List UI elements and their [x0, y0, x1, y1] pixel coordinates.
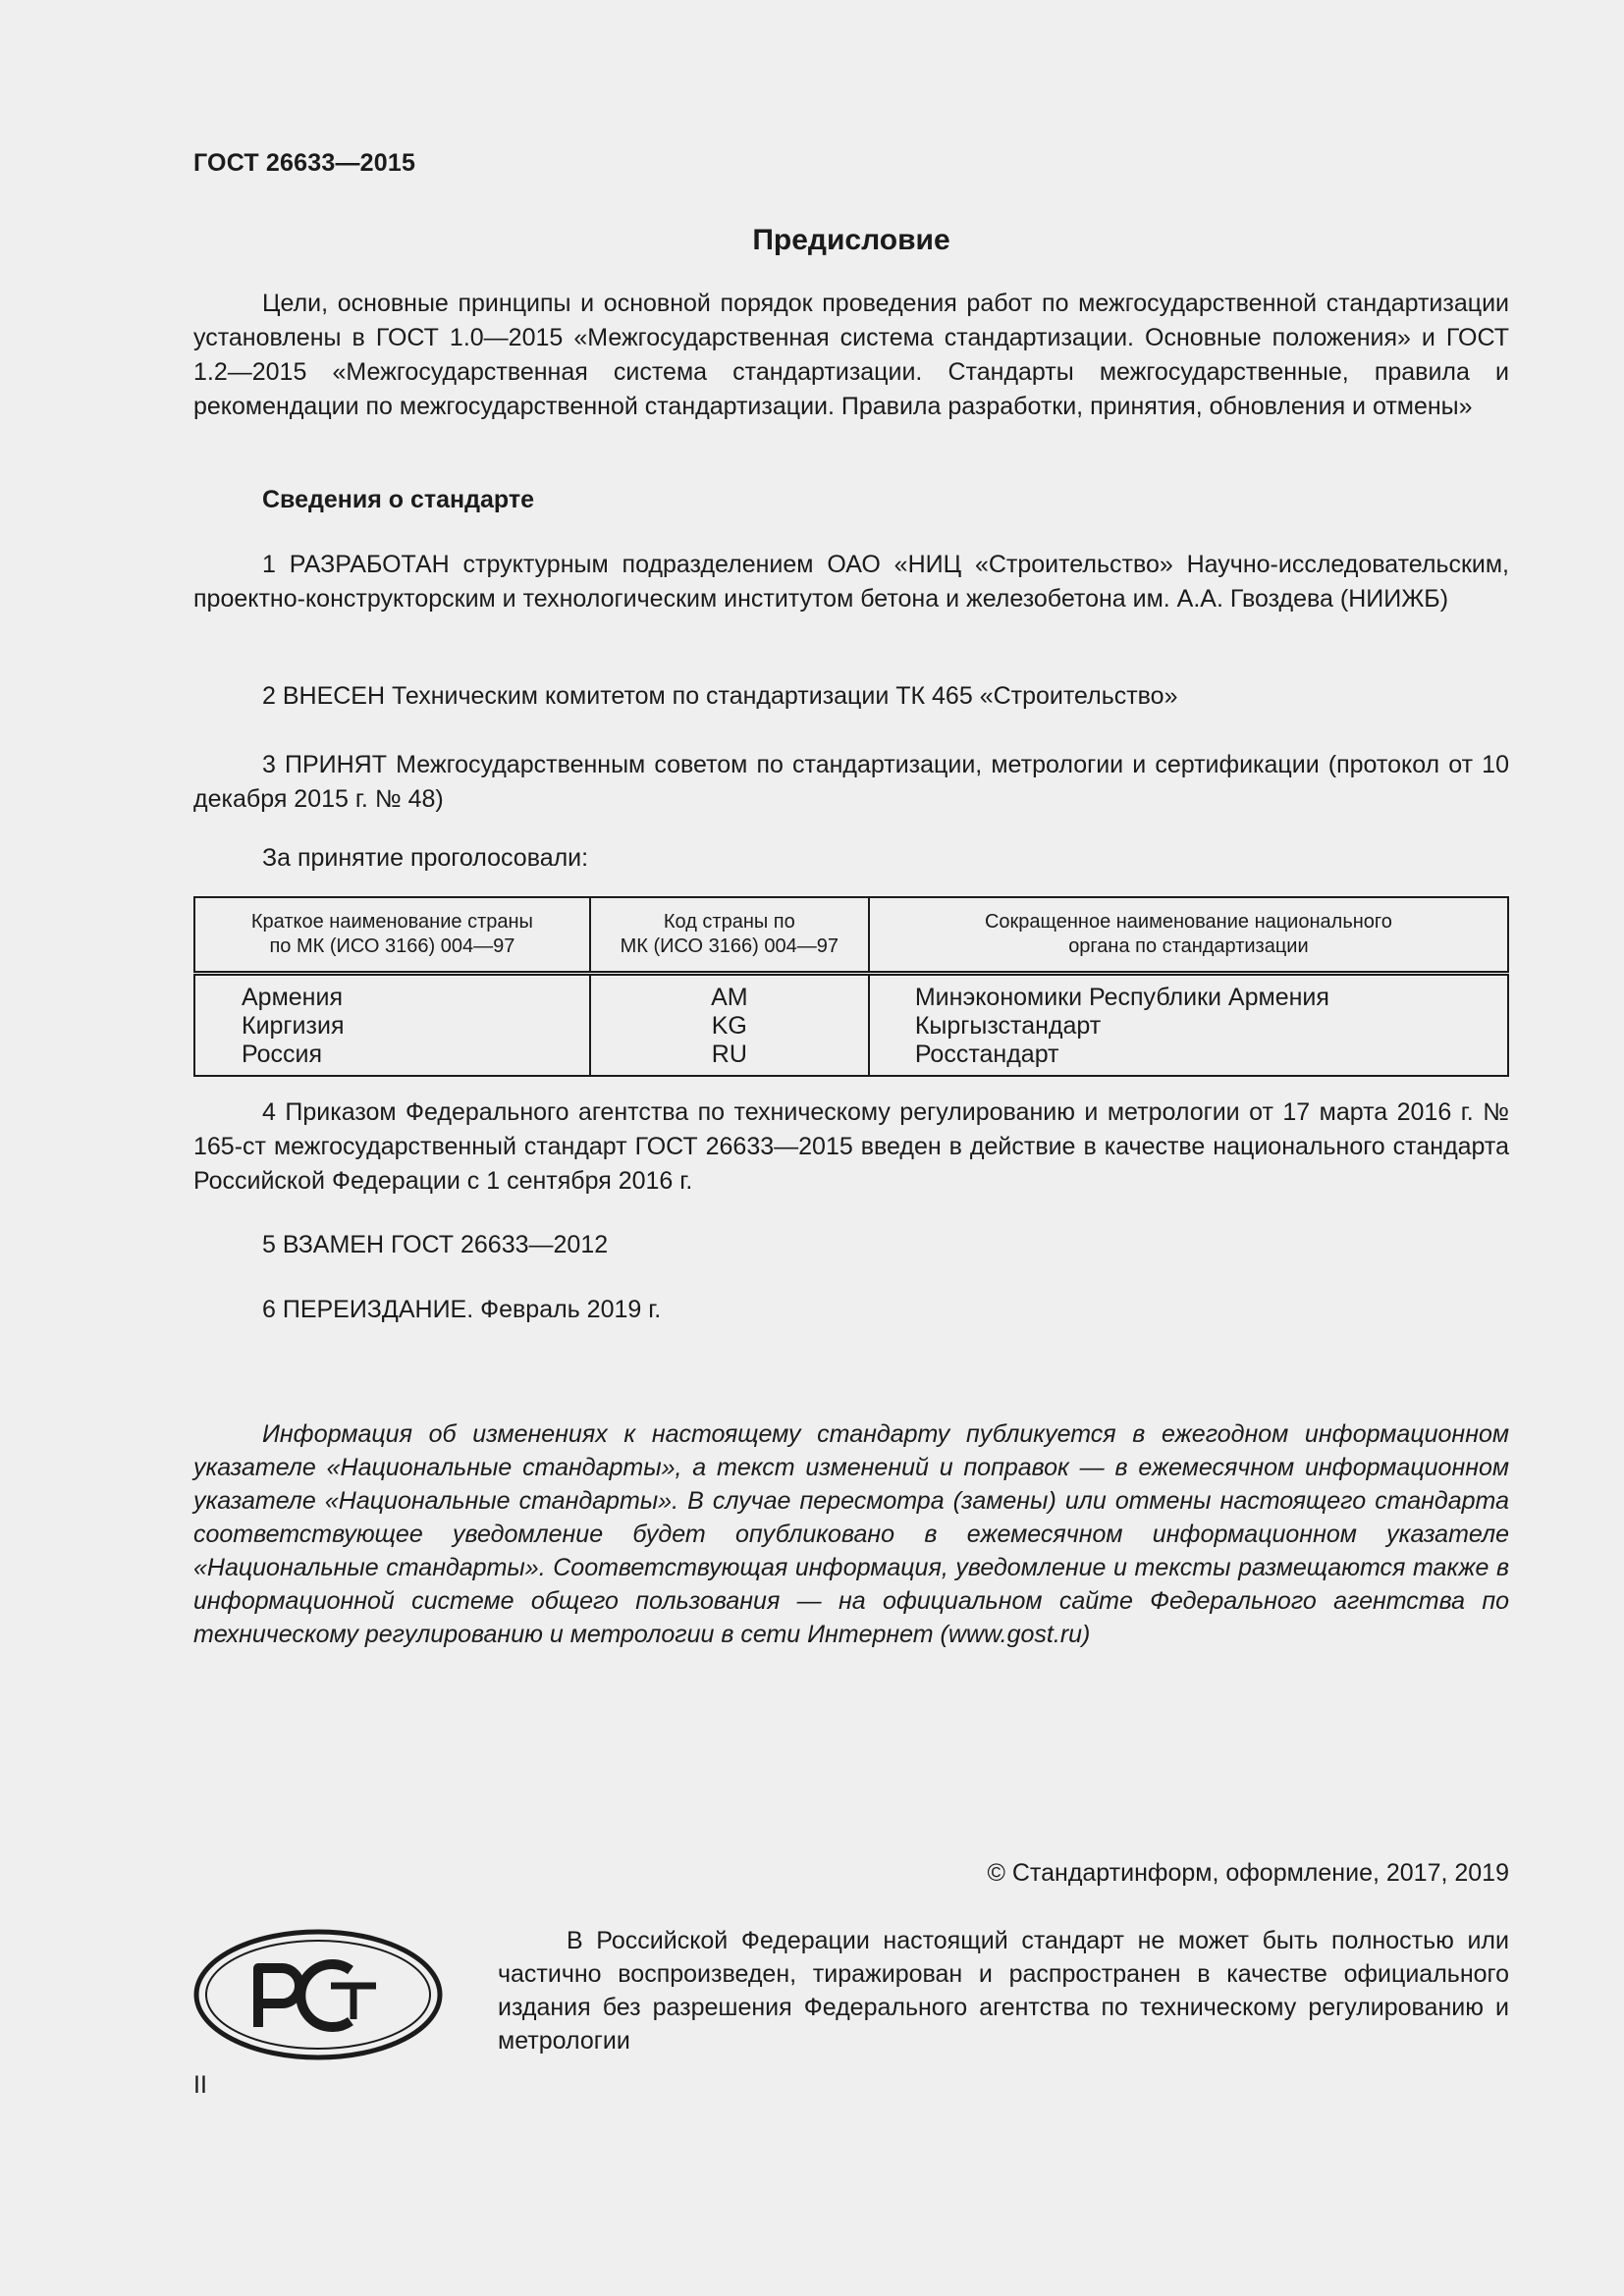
item-reissue: 6 ПЕРЕИЗДАНИЕ. Февраль 2019 г. [262, 1296, 662, 1323]
standards-body: Росстандарт [914, 1041, 1059, 1068]
reproduction-notice: В Российской Федерации настоящий стандарт не может быть полностью или частично воспроизведен, тиражирован и распространен в качестве официального издания без разрешения Федерального агентства по техническому регулированию и метрологии [498, 1927, 1509, 2055]
item-enacted: 4 Приказом Федерального агентства по техническому регулированию и метрологии от 17 марта 2016 г. № 165-ст межгосударственный стандарт ГОСТ 26633—2015 введен в действие в качестве национального стандарта Российской Федерации с 1 сентября 2016 г. [193, 1098, 1509, 1195]
page-title: Предисловие [752, 224, 950, 256]
intro-paragraph: Цели, основные принципы и основной порядок проведения работ по межгосударственной стандартизации установлены в ГОСТ 1.0—2015 «Межгосударственная система стандартизации. Основные положения» и ГОСТ 1.2—2015 «Межгосударственная система стандартизации. Стандарты межгосударственные, правила и рекомендации по межгосударственной стандартизации. Правила разработки, принятия, обновления и отмены» [193, 290, 1509, 420]
item-adopted: 3 ПРИНЯТ Межгосударственным советом по стандартизации, метрологии и сертификации (протокол от 10 декабря 2015 г. № 48) [193, 751, 1509, 813]
country-code: RU [711, 1041, 747, 1068]
amendments-notice: Информация об изменениях к настоящему стандарту публикуется в ежегодном информационном указателе «Национальные стандарты», а текст изменений и поправок — в ежемесячном информационном указателе «Национальные стандарты». В случае пересмотра (замены) или отмены настоящего стандарта соответствующее уведомление будет опубликовано в ежемесячном информационном указателе «Национальные стандарты». Соответствующая информация, уведомление и тексты размещаются также в информационной системе общего пользования — на официальном сайте Федерального агентства по техническому регулированию и метрологии в сети Интернет (www.gost.ru) [193, 1420, 1509, 1648]
country-code: AM [711, 984, 748, 1011]
table-row [194, 974, 1508, 1077]
country-names-cell [194, 974, 590, 1077]
header-country-name: Краткое наименование страны по МК (ИСО 3166) 004—97 [194, 897, 590, 974]
item-replaces: 5 ВЗАМЕН ГОСТ 26633—2012 [262, 1231, 609, 1258]
standard-number: ГОСТ 26633—2015 [193, 149, 416, 177]
info-heading: Сведения о стандарте [262, 486, 535, 513]
header-country-code: Код страны по МК (ИСО 3166) 004—97 [590, 897, 869, 974]
table-header-row [194, 897, 1508, 974]
country-name: Россия [242, 1041, 322, 1068]
page-number: II [193, 2071, 207, 2099]
country-name: Киргизия [242, 1012, 345, 1040]
standards-body: Минэкономики Республики Армения [914, 984, 1329, 1011]
copyright-line: © Стандартинформ, оформление, 2017, 2019 [987, 1859, 1509, 1887]
country-name: Армения [242, 984, 343, 1011]
country-code: KG [711, 1012, 747, 1040]
header-standards-body: Сокращенное наименование национального органа по стандартизации [869, 897, 1508, 974]
item-introduced: 2 ВНЕСЕН Техническим комитетом по стандартизации ТК 465 «Строительство» [262, 682, 1178, 710]
rst-certification-mark-icon [193, 1929, 443, 2060]
document-page [193, 0, 1509, 2296]
item-developed: 1 РАЗРАБОТАН структурным подразделением ОАО «НИЦ «Строительство» Научно-исследовательским, проектно-конструкторским и технологическим институтом бетона и железобетона им. А.А. Гвоздева (НИИЖБ) [193, 551, 1509, 613]
voted-label: За принятие проголосовали: [262, 844, 589, 872]
standards-bodies-cell [869, 974, 1508, 1077]
voting-table [193, 896, 1509, 1077]
standards-body: Кыргызстандарт [914, 1012, 1102, 1040]
country-codes-cell [590, 974, 869, 1077]
